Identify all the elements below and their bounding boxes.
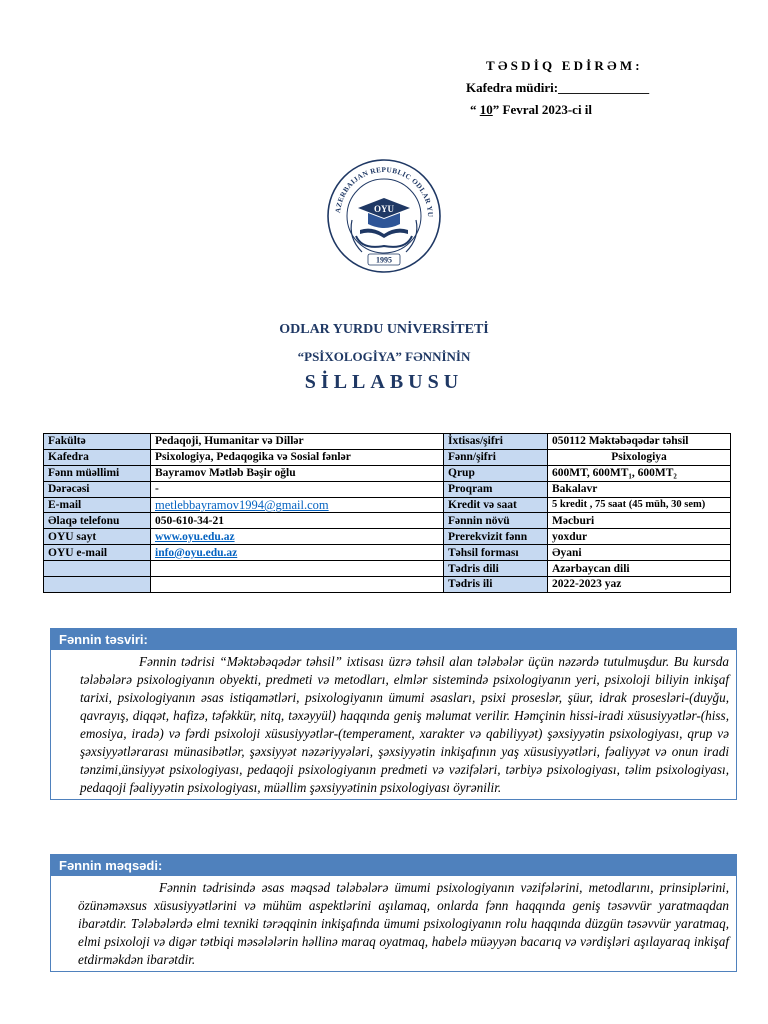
prerequisite-value: yoxdur	[548, 529, 731, 545]
subject-title: “PSİXOLOGİYA” FƏNNİNİN	[297, 349, 471, 364]
table-row	[44, 577, 731, 593]
program-value: Bakalavr	[548, 481, 731, 497]
department-head-label: Kafedra müdiri:	[466, 80, 559, 95]
phone-label: Əlaqə telefonu	[44, 513, 151, 529]
date-rest: ” Fevral 2023-ci il	[492, 102, 593, 117]
teaching-language-value: Azərbaycan dili	[548, 561, 731, 577]
university-logo	[326, 158, 442, 274]
academic-year-label: Tədris ili	[444, 577, 548, 593]
teacher-value: Bayramov Mətləb Bəşir oğlu	[151, 465, 444, 481]
approval-title: TƏSDİQ EDİRƏM:	[486, 58, 643, 73]
table-row	[44, 529, 731, 545]
seal-ring-text: AZERBAIJAN REPUBLIC ODLAR YU	[334, 165, 435, 218]
study-form-label: Təhsil forması	[444, 545, 548, 561]
faculty-value: Pedaqoji, Humanitar və Dillər	[151, 434, 444, 450]
group-label: Qrup	[444, 465, 548, 481]
university-email-label: OYU e-mail	[44, 545, 151, 561]
goal-text: Fənnin tədrisində əsas məqsəd tələbələrə ümumi psixologiyanın vəzifələrini, metodlarını, prinsiplərini, özünəməxsus xüsusiyyətlərini və mühüm aspektlərini aşılamaq, onlarda fənn haqqında geniş təsəvvür yaratmaqdan ibarətdir. Tələbələrdə elmi texniki tərəqqinin inkişafında ümumi psixologiyanın rolu haqqında düzgün təsəvvür yaratmaq, elmi psixoloji və digər tətbiqi məsələlərin həllinə maraq oyatmaq, habelə müəyyən bacarıq və vərdişləri aşılayaraq inkişaf etdirməkdən ibarətdir.	[78, 880, 729, 967]
degree-label: Dərəcəsi	[44, 481, 151, 497]
table-row	[44, 434, 731, 450]
table-row	[44, 481, 731, 497]
group-value: 600MT, 600MT₁, 600MT₂	[548, 465, 731, 481]
table-row	[44, 513, 731, 529]
description-section	[50, 628, 737, 800]
goal-body	[51, 876, 736, 971]
study-form-value: Əyani	[548, 545, 731, 561]
specialty-label: İxtisas/şifri	[444, 434, 548, 450]
date-day: 10	[479, 102, 493, 117]
seal-emblem-text: OYU	[374, 204, 394, 214]
credit-label: Kredit və saat	[444, 497, 548, 513]
syllabus-title: SİLLABUSU	[304, 371, 464, 393]
site-label: OYU sayt	[44, 529, 151, 545]
credit-value: 5 kredit , 75 saat (45 müh, 30 sem)	[548, 497, 731, 513]
description-text: Fənnin tədrisi “Məktəbəqədər təhsil” ixtisası üzrə təhsil alan tələbələr üçün nəzərdə tutulmuşdur. Bu kursda tələbələrə psixologiyanın obyekti, predmeti və metodları, elmlər sistemində psixologiyanın yeri, psixoloji biliyin inkişaf tarixi, psixologiyanın əsas istiqamətləri, psixologiyanın ümumi əsasları, psixi proseslər, şüur, idrak prosesləri-(duyğu, qavrayış, diqqət, hafizə, təfəkkür, nitq, təxəyyül) haqqında geniş məlumat verilir. Həmçinin hissi-iradi xüsusiyyətlər-(hiss, emosiya, iradə) və fərdi psixoloji xüsusiyyətlər-(temperament, xarakter və qabiliyyət) şəxsiyyətin psixologiyası, qrup və şəxsiyyətlərarası münasibətlər, şəxsiyyət nəzəriyyələri, şəxsiyyətin inkişafının yaş xüsusiyyətləri, fəaliyyət və onun iradi tənzimi,ünsiyyət psixologiyası, pedaqoji psixologiyanın predmeti və vəzifələri, tərbiyə psixologiyası, təlim psixologiyası, pedaqoji fəaliyyətin psixologiyası, müəllim şəxsiyyətinin psixologiyası öyrənilir.	[80, 654, 729, 795]
table-row	[44, 497, 731, 513]
approval-block	[466, 55, 746, 121]
prerequisite-label: Prerekvizit fənn	[444, 529, 548, 545]
university-email-link[interactable]: info@oyu.edu.az	[151, 545, 444, 561]
subject-type-value: Məcburi	[548, 513, 731, 529]
department-label: Kafedra	[44, 449, 151, 465]
teacher-email-link[interactable]: metlebbayramov1994@gmail.com	[151, 497, 444, 513]
subject-code-label: Fənn/şifri	[444, 449, 548, 465]
department-head-line	[466, 77, 746, 99]
description-heading: Fənnin təsviri:	[51, 629, 736, 650]
approval-date	[466, 99, 746, 121]
empty-value-cell	[151, 561, 444, 577]
table-row	[44, 465, 731, 481]
subject-code-value: Psixologiya	[548, 449, 731, 465]
phone-value: 050-610-34-21	[151, 513, 444, 529]
empty-label-cell	[44, 561, 151, 577]
faculty-label: Fakültə	[44, 434, 151, 450]
teaching-language-label: Tədris dili	[444, 561, 548, 577]
specialty-value: 050112 Məktəbəqədər təhsil	[548, 434, 731, 450]
signature-blank: ______________	[558, 80, 650, 95]
email-label: E-mail	[44, 497, 151, 513]
description-body	[51, 650, 736, 799]
university-name: ODLAR YURDU UNİVERSİTETİ	[279, 322, 489, 337]
department-value: Psixologiya, Pedaqogika və Sosial fənlər	[151, 449, 444, 465]
table-row	[44, 449, 731, 465]
goal-heading: Fənnin məqsədi:	[51, 855, 736, 876]
university-site-link[interactable]: www.oyu.edu.az	[151, 529, 444, 545]
empty-label-cell	[44, 577, 151, 593]
table-row	[44, 545, 731, 561]
teacher-label: Fənn müəllimi	[44, 465, 151, 481]
university-seal-icon	[326, 158, 442, 274]
seal-year: 1995	[376, 255, 392, 265]
subject-type-label: Fənnin növü	[444, 513, 548, 529]
program-label: Proqram	[444, 481, 548, 497]
table-row	[44, 561, 731, 577]
course-info-table	[43, 433, 731, 593]
empty-value-cell	[151, 577, 444, 593]
goal-section	[50, 854, 737, 972]
degree-value: -	[151, 481, 444, 497]
date-open-quote: “	[470, 102, 477, 117]
academic-year-value: 2022-2023 yaz	[548, 577, 731, 593]
